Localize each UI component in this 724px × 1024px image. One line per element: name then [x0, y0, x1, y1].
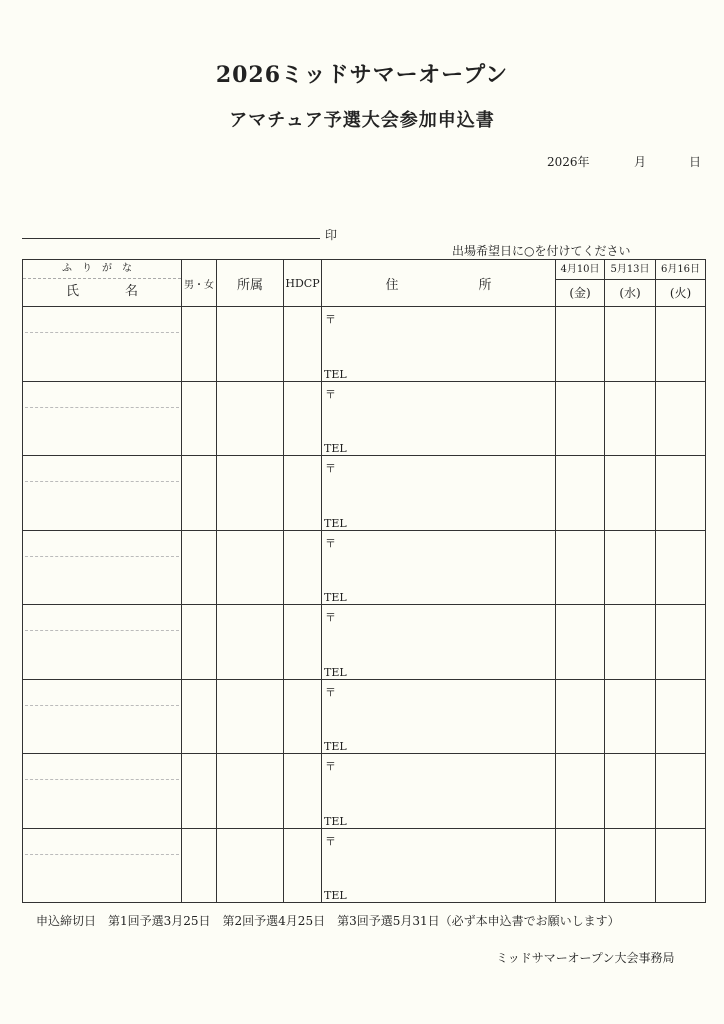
- furigana-divider: [25, 556, 179, 557]
- affiliation-cell[interactable]: [217, 679, 284, 754]
- date-check-2[interactable]: [605, 456, 656, 531]
- furigana-divider: [25, 705, 179, 706]
- postal-mark: 〒: [325, 536, 336, 550]
- date-check-2[interactable]: [605, 679, 656, 754]
- tel-label: TEL: [324, 442, 347, 455]
- date-check-3[interactable]: [656, 828, 706, 903]
- date-check-1[interactable]: [556, 381, 605, 456]
- affiliation-header: 所属: [217, 260, 284, 307]
- date-check-1[interactable]: [556, 307, 605, 382]
- gender-cell[interactable]: [182, 605, 217, 680]
- day-label: (水): [619, 286, 641, 300]
- application-table: [22, 259, 706, 903]
- day-label: (金): [569, 286, 591, 300]
- address-header: [322, 260, 556, 307]
- name-cell[interactable]: [23, 456, 182, 531]
- furigana-divider: [25, 854, 179, 855]
- gender-cell[interactable]: [182, 307, 217, 382]
- table-row: [23, 754, 706, 829]
- tel-label: TEL: [324, 740, 347, 753]
- form-subtitle: アマチュア予選大会参加申込書: [229, 110, 495, 131]
- tel-label: TEL: [324, 367, 347, 381]
- gender-cell[interactable]: [182, 381, 217, 456]
- date-check-3[interactable]: [656, 605, 706, 680]
- date-instruction: 出場希望日に○を付けてください: [452, 244, 631, 258]
- deadline-note: 申込締切日 第1回予選3月25日 第2回予選4月25日 第3回予選5月31日（必ず本申込書でお願いします）: [36, 914, 620, 928]
- affiliation-cell[interactable]: [217, 530, 284, 605]
- postal-mark: 〒: [325, 611, 336, 624]
- name-header-1: 氏: [65, 284, 79, 299]
- date-check-2[interactable]: [605, 828, 656, 903]
- date-check-2[interactable]: [605, 754, 656, 829]
- affiliation-cell[interactable]: [217, 754, 284, 829]
- address-cell[interactable]: [322, 456, 556, 531]
- name-cell[interactable]: [23, 828, 182, 903]
- hdcp-cell[interactable]: [284, 456, 322, 531]
- name-cell[interactable]: [23, 754, 182, 829]
- affiliation-cell[interactable]: [217, 307, 284, 382]
- name-cell[interactable]: [23, 307, 182, 382]
- postal-mark: 〒: [325, 760, 336, 773]
- address-cell[interactable]: [322, 381, 556, 456]
- postal-mark: 〒: [325, 462, 336, 475]
- date-check-3[interactable]: [656, 307, 706, 382]
- hdcp-cell[interactable]: [284, 381, 322, 456]
- date-header-2: [605, 260, 656, 307]
- date-check-2[interactable]: [605, 381, 656, 456]
- date-check-3[interactable]: [656, 679, 706, 754]
- tel-label: TEL: [324, 665, 347, 679]
- hdcp-cell[interactable]: [284, 679, 322, 754]
- table-header-row: [23, 260, 706, 307]
- hdcp-cell[interactable]: [284, 307, 322, 382]
- date-label: 6月16日: [656, 260, 705, 280]
- table-row: [23, 381, 706, 456]
- date-check-1[interactable]: [556, 828, 605, 903]
- date-check-2[interactable]: [605, 307, 656, 382]
- tel-label: TEL: [324, 516, 347, 530]
- address-cell[interactable]: [322, 307, 556, 382]
- date-check-3[interactable]: [656, 530, 706, 605]
- date-check-3[interactable]: [656, 381, 706, 456]
- table-row: [23, 456, 706, 531]
- furigana-divider: [25, 630, 179, 631]
- date-header-3: [656, 260, 706, 307]
- furigana-divider: [25, 332, 179, 333]
- address-header-1: 住: [385, 277, 399, 293]
- address-cell[interactable]: [322, 605, 556, 680]
- table-row: [23, 530, 706, 605]
- gender-cell[interactable]: [182, 679, 217, 754]
- tel-label: TEL: [324, 814, 347, 828]
- date-check-1[interactable]: [556, 754, 605, 829]
- gender-header: 男・女: [182, 260, 217, 307]
- name-header-2: 名: [124, 284, 138, 299]
- postal-mark: 〒: [325, 685, 336, 699]
- name-cell[interactable]: [23, 530, 182, 605]
- postal-mark: 〒: [325, 313, 336, 326]
- affiliation-cell[interactable]: [217, 605, 284, 680]
- hdcp-cell[interactable]: [284, 754, 322, 829]
- table-row: [23, 605, 706, 680]
- date-check-2[interactable]: [605, 605, 656, 680]
- address-cell[interactable]: [322, 679, 556, 754]
- tel-label: TEL: [324, 889, 347, 902]
- postal-mark: 〒: [325, 834, 336, 848]
- date-check-3[interactable]: [656, 456, 706, 531]
- office-name: ミッドサマーオープン大会事務局: [496, 951, 675, 965]
- name-header: [23, 260, 182, 307]
- table-row: [23, 307, 706, 382]
- signature-line[interactable]: [22, 238, 320, 239]
- date-check-1[interactable]: [556, 605, 605, 680]
- date-header-1: [556, 260, 605, 307]
- date-day: 日: [689, 155, 702, 169]
- postal-mark: 〒: [325, 387, 336, 401]
- date-label: 4月10日: [556, 260, 604, 280]
- gender-cell[interactable]: [182, 530, 217, 605]
- furigana-divider: [25, 481, 179, 482]
- gender-cell[interactable]: [182, 828, 217, 903]
- hdcp-header: HDCP: [284, 260, 322, 307]
- affiliation-cell[interactable]: [217, 456, 284, 531]
- name-cell[interactable]: [23, 679, 182, 754]
- affiliation-cell[interactable]: [217, 828, 284, 903]
- name-cell[interactable]: [23, 381, 182, 456]
- date-check-2[interactable]: [605, 530, 656, 605]
- gender-cell[interactable]: [182, 754, 217, 829]
- table-row: [23, 679, 706, 754]
- name-cell[interactable]: [23, 605, 182, 680]
- furigana-divider: [25, 407, 179, 408]
- date-check-1[interactable]: [556, 679, 605, 754]
- date-month: 月: [634, 155, 647, 169]
- furigana-divider: [25, 779, 179, 780]
- table-row: [23, 828, 706, 903]
- furigana-header: ふりがな: [23, 260, 181, 279]
- seal-mark: 印: [325, 228, 338, 242]
- date-check-1[interactable]: [556, 456, 605, 531]
- form-title: 2026ミッドサマーオープン: [215, 62, 509, 88]
- date-check-3[interactable]: [656, 754, 706, 829]
- date-year: 2026年: [547, 155, 590, 169]
- address-cell[interactable]: [322, 828, 556, 903]
- address-cell[interactable]: [322, 754, 556, 829]
- tel-label: TEL: [324, 591, 347, 604]
- address-cell[interactable]: [322, 530, 556, 605]
- hdcp-cell[interactable]: [284, 605, 322, 680]
- affiliation-cell[interactable]: [217, 381, 284, 456]
- hdcp-cell[interactable]: [284, 828, 322, 903]
- day-label: (火): [669, 286, 692, 300]
- address-header-2: 所: [478, 277, 492, 293]
- gender-cell[interactable]: [182, 456, 217, 531]
- date-check-1[interactable]: [556, 530, 605, 605]
- date-label: 5月13日: [605, 260, 655, 280]
- hdcp-cell[interactable]: [284, 530, 322, 605]
